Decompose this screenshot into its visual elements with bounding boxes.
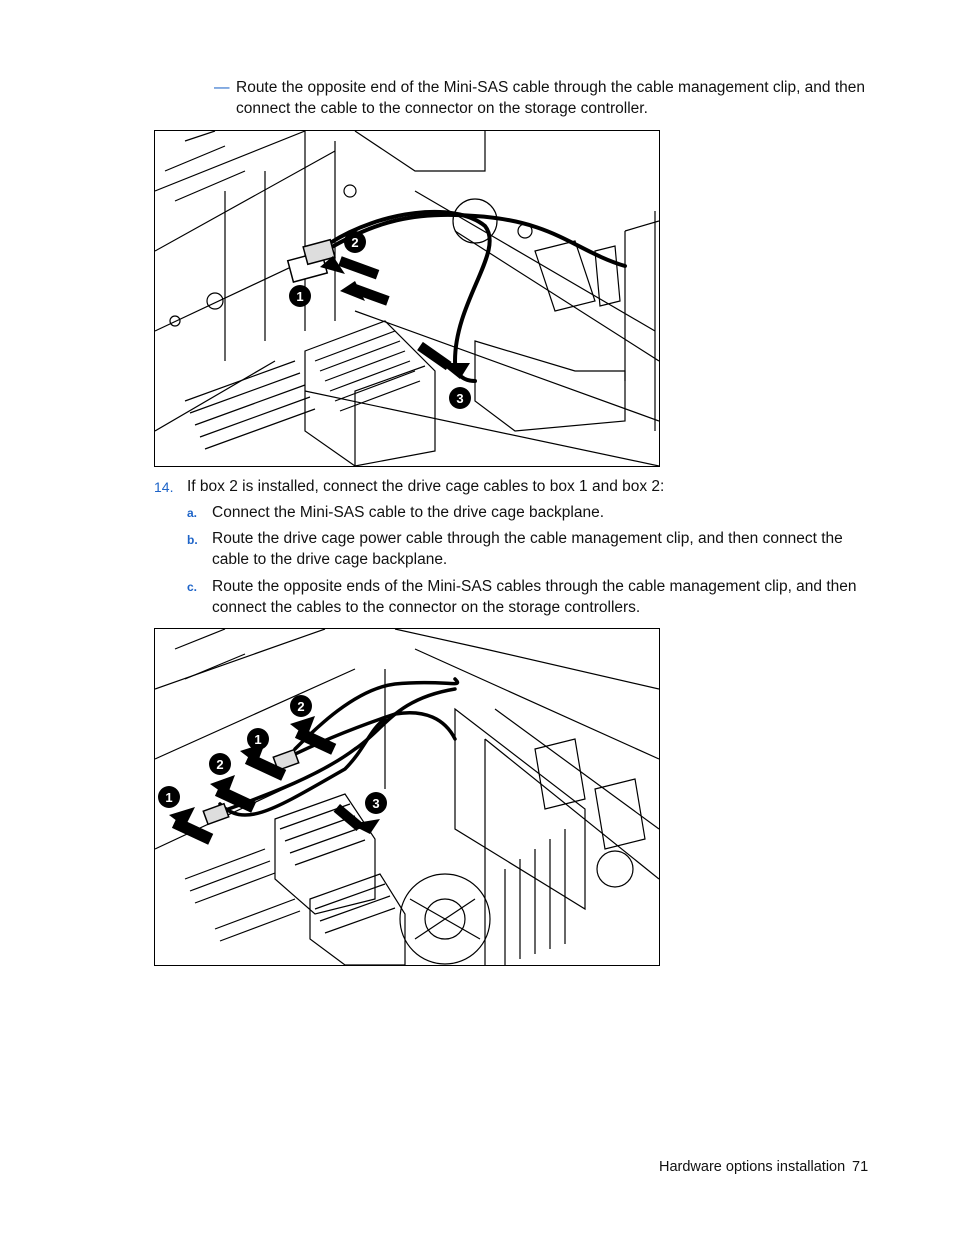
figure-dual-controller-cabling xyxy=(154,628,660,966)
callout-2: 2 xyxy=(351,235,359,250)
step-text: If box 2 is installed, connect the drive cage cables to box 1 and box 2: xyxy=(187,478,665,495)
figure-single-controller-cabling xyxy=(154,130,660,467)
substep-text-a: Connect the Mini-SAS cable to the drive cage backplane. xyxy=(212,504,605,521)
substep-letter-a: a. xyxy=(187,506,198,520)
bullet-dash: — xyxy=(214,79,230,96)
callout-1-bottom: 1 xyxy=(165,790,173,805)
callout-3: 3 xyxy=(372,796,380,811)
footer-section-title: Hardware options installation xyxy=(659,1159,846,1175)
callout-1-top: 1 xyxy=(254,732,262,747)
substep-text-b: Route the drive cage power cable through the cable management clip, and then connect the cable to the drive cage backplane. xyxy=(212,530,843,568)
footer-page-number: 71 xyxy=(852,1159,869,1175)
callout-3: 3 xyxy=(456,391,464,406)
substep-letter-b: b. xyxy=(187,533,198,547)
substep-text-c: Route the opposite ends of the Mini-SAS cables through the cable management clip, and then connect the cables to the connector on the storage controllers. xyxy=(212,578,857,616)
callout-2-bottom: 2 xyxy=(216,757,224,772)
step-number: 14. xyxy=(154,479,174,495)
chassis-illustration-1 xyxy=(155,131,659,466)
substep-letter-c: c. xyxy=(187,580,198,594)
chassis-illustration-2 xyxy=(155,629,659,965)
intro-bullet-text: Route the opposite end of the Mini-SAS cable through the cable management clip, and then connect the cable to the connector on the storage controller. xyxy=(236,79,866,117)
callout-1: 1 xyxy=(296,289,304,304)
callout-2-top: 2 xyxy=(297,699,305,714)
